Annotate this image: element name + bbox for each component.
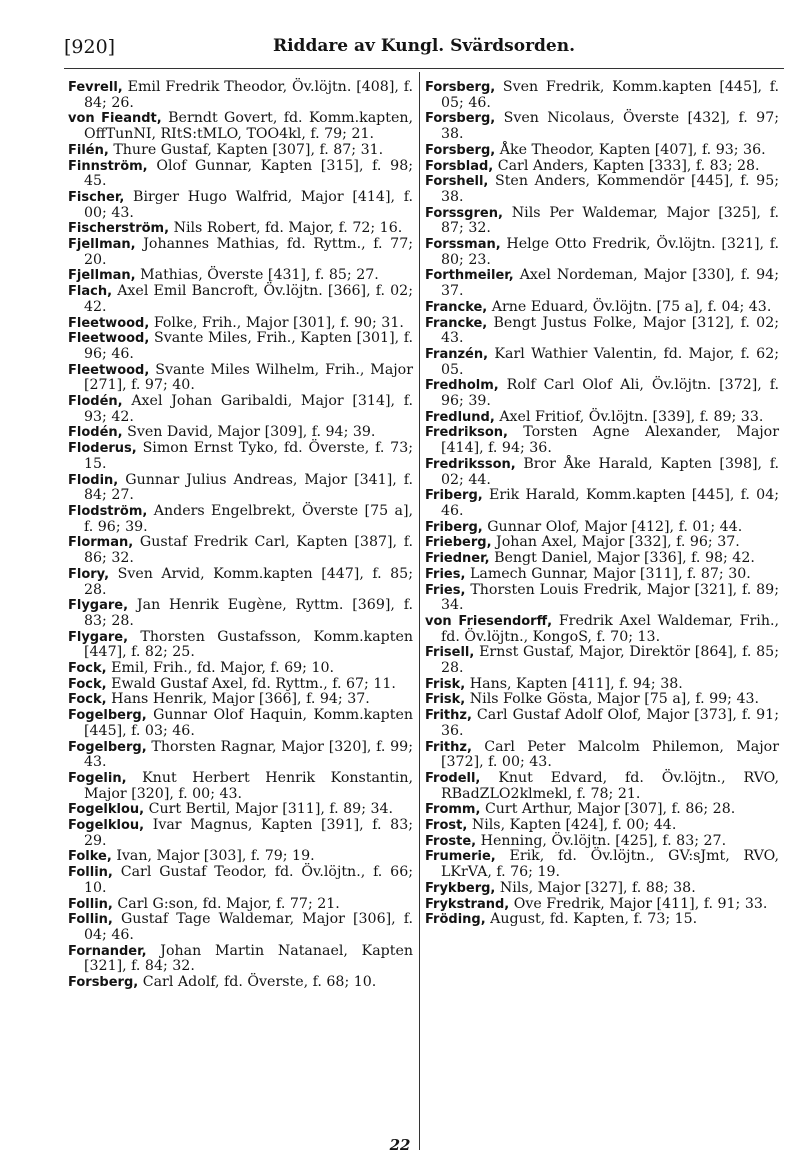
entry-details: Olof Gunnar, Kapten [315], f. 98; 45. bbox=[84, 157, 413, 190]
entry-surname: Friberg, bbox=[425, 519, 483, 535]
entry-details: Nils, Major [327], f. 88; 38. bbox=[499, 879, 696, 896]
register-entry bbox=[68, 692, 413, 708]
entry-details: Nils Per Waldemar, Major [325], f. 87; 32. bbox=[441, 204, 779, 237]
register-entry bbox=[68, 818, 413, 849]
register-entry bbox=[68, 975, 413, 991]
register-entry bbox=[425, 551, 779, 567]
entry-details: Gustaf Tage Waldemar, Major [306], f. 04; 46. bbox=[84, 911, 413, 943]
register-entry bbox=[68, 504, 413, 535]
entry-surname: Frost, bbox=[425, 818, 468, 834]
header-rule bbox=[64, 68, 784, 69]
entry-surname: Follin, bbox=[68, 865, 113, 881]
entry-surname: Flygare, bbox=[68, 629, 129, 645]
entry-surname: Forthmeiler, bbox=[425, 268, 514, 284]
entry-details: Carl Gustaf Teodor, fd. Öv.löjtn., f. 66; 10. bbox=[84, 864, 414, 896]
register-entry bbox=[425, 410, 779, 426]
register-entry bbox=[425, 174, 779, 205]
register-entry bbox=[425, 143, 779, 159]
entry-surname: Fischerström, bbox=[68, 221, 170, 237]
register-entry bbox=[425, 520, 779, 536]
register-entry bbox=[68, 849, 413, 865]
entry-details: Carl Peter Malcolm Philemon, Major [372], f. 00; 43. bbox=[441, 738, 779, 771]
entry-details: Carl Adolf, fd. Överste, f. 68; 10. bbox=[142, 974, 377, 991]
page-header bbox=[64, 36, 784, 66]
entry-surname: Follin, bbox=[68, 912, 113, 928]
entry-details: Fredrik Axel Waldemar, Frih., fd. Öv.löjtn., KongoS, f. 70; 13. bbox=[441, 612, 779, 645]
entry-details: Hans, Kapten [411], f. 94; 38. bbox=[469, 675, 683, 692]
register-entry bbox=[68, 708, 413, 739]
register-entry bbox=[68, 284, 413, 315]
entry-surname: Frumerie, bbox=[425, 849, 496, 865]
register-entry bbox=[68, 865, 413, 896]
entry-surname: Fevrell, bbox=[68, 80, 123, 95]
register-entry bbox=[425, 583, 779, 614]
entry-surname: Flodström, bbox=[68, 503, 148, 519]
column-divider bbox=[419, 72, 420, 1150]
entry-surname: Fredlund, bbox=[425, 409, 495, 425]
entry-details: Johan Martin Natanael, Kapten [321], f. 84; 32. bbox=[84, 942, 413, 975]
register-entry bbox=[425, 849, 779, 880]
entry-details: Erik Harald, Komm.kapten [445], f. 04; 46. bbox=[441, 487, 779, 519]
entry-surname: Fornander, bbox=[68, 943, 147, 959]
entry-surname: Frisk, bbox=[425, 692, 466, 708]
register-entry bbox=[425, 912, 779, 928]
entry-details: Axel Johan Garibaldi, Major [314], f. 93; 42. bbox=[84, 393, 413, 425]
entry-surname: Franzén, bbox=[425, 346, 489, 362]
entry-surname: Finnström, bbox=[68, 158, 148, 174]
entry-surname: Forshell, bbox=[425, 174, 489, 190]
register-entry bbox=[68, 316, 413, 332]
entry-details: Lamech Gunnar, Major [311], f. 87; 30. bbox=[469, 565, 751, 582]
entry-details: Gustaf Fredrik Carl, Kapten [387], f. 86; 32. bbox=[84, 534, 413, 567]
entry-details: Nils Folke Gösta, Major [75 a], f. 99; 43. bbox=[469, 691, 760, 708]
entry-details: Carl Gustaf Adolf Olof, Major [373], f. 91; 36. bbox=[441, 707, 779, 739]
register-entry bbox=[425, 740, 779, 771]
register-entry bbox=[68, 598, 413, 629]
register-entry bbox=[425, 316, 779, 347]
entry-surname: Flodin, bbox=[68, 472, 119, 488]
register-entry bbox=[425, 692, 779, 708]
left-column bbox=[68, 80, 413, 991]
entry-details: Jan Henrik Eugène, Ryttm. [369], f. 83; 28. bbox=[84, 597, 413, 629]
entry-surname: Fredrikson, bbox=[425, 425, 508, 441]
entry-surname: Forsberg, bbox=[425, 80, 496, 95]
register-entry bbox=[425, 881, 779, 897]
running-title: Riddare av Kungl. Svärdsorden. bbox=[272, 36, 576, 56]
entry-surname: Fredholm, bbox=[425, 378, 499, 394]
entry-surname: Fock, bbox=[68, 692, 107, 708]
register-entry bbox=[68, 190, 413, 221]
entry-details: Erik, fd. Öv.löjtn., GV:sJmt, RVO, LKrVA, f. 76; 19. bbox=[441, 848, 779, 881]
register-entry bbox=[425, 347, 779, 378]
entry-surname: Flodén, bbox=[68, 394, 123, 410]
register-entry bbox=[68, 630, 413, 661]
entry-details: Carl Anders, Kapten [333], f. 83; 28. bbox=[497, 157, 760, 174]
entry-surname: Fogelberg, bbox=[68, 708, 147, 724]
register-entry bbox=[68, 425, 413, 441]
entry-surname: Fleetwood, bbox=[68, 315, 150, 331]
register-entry bbox=[68, 394, 413, 425]
register-entry bbox=[425, 237, 779, 268]
entry-details: Folke, Frih., Major [301], f. 90; 31. bbox=[153, 314, 404, 331]
entry-details: Anders Engelbrekt, Överste [75 a], f. 96; 39. bbox=[84, 502, 413, 535]
entry-details: Birger Hugo Walfrid, Major [414], f. 00; 43. bbox=[84, 188, 413, 221]
entry-surname: Frodell, bbox=[425, 770, 481, 786]
register-entry bbox=[425, 802, 779, 818]
entry-details: Ove Fredrik, Major [411], f. 91; 33. bbox=[513, 895, 768, 912]
register-entry bbox=[68, 159, 413, 190]
register-entry bbox=[425, 268, 779, 299]
entry-surname: Fock, bbox=[68, 676, 107, 692]
register-entry bbox=[425, 159, 779, 175]
register-entry bbox=[68, 363, 413, 394]
register-entry bbox=[68, 111, 413, 142]
register-entry bbox=[425, 378, 779, 409]
register-entry bbox=[425, 614, 779, 645]
entry-surname: Fock, bbox=[68, 661, 107, 677]
register-entry bbox=[68, 771, 413, 802]
entry-surname: Florman, bbox=[68, 535, 134, 551]
entry-details: Thorsten Gustafsson, Komm.kapten [447], f. 82; 25. bbox=[84, 628, 413, 661]
entry-surname: Friberg, bbox=[425, 488, 483, 504]
entry-details: Nils Robert, fd. Major, f. 72; 16. bbox=[173, 220, 403, 237]
entry-details: Knut Herbert Henrik Konstantin, Major [320], f. 00; 43. bbox=[84, 769, 413, 802]
entry-surname: Francke, bbox=[425, 315, 488, 331]
entry-details: Nils, Kapten [424], f. 00; 44. bbox=[471, 817, 677, 834]
entry-details: Emil, Frih., fd. Major, f. 69; 10. bbox=[111, 660, 335, 677]
entry-details: Thorsten Louis Fredrik, Major [321], f. 89; 34. bbox=[441, 581, 779, 614]
entry-details: Sven Fredrik, Komm.kapten [445], f. 05; 46. bbox=[441, 79, 779, 111]
register-entry bbox=[425, 206, 779, 237]
entry-surname: Froste, bbox=[425, 833, 477, 849]
entry-details: Thorsten Ragnar, Major [320], f. 99; 43. bbox=[84, 738, 413, 771]
entry-details: Sven David, Major [309], f. 94; 39. bbox=[127, 424, 376, 441]
register-entry bbox=[425, 300, 779, 316]
entry-details: Johannes Mathias, fd. Ryttm., f. 77; 20. bbox=[84, 236, 413, 268]
entry-details: August, fd. Kapten, f. 73; 15. bbox=[490, 911, 698, 928]
entry-details: Axel Fritiof, Öv.löjtn. [339], f. 89; 33. bbox=[499, 408, 764, 425]
register-entry bbox=[425, 645, 779, 676]
entry-details: Helge Otto Fredrik, Öv.löjtn. [321], f. 80; 23. bbox=[441, 236, 779, 268]
entry-details: Rolf Carl Olof Ali, Öv.löjtn. [372], f. 96; 39. bbox=[441, 377, 779, 410]
entry-details: Arne Eduard, Öv.löjtn. [75 a], f. 04; 43. bbox=[491, 298, 772, 315]
entry-surname: Fleetwood, bbox=[68, 331, 150, 347]
entry-surname: Fjellman, bbox=[68, 268, 136, 284]
entry-surname: Francke, bbox=[425, 299, 488, 315]
entry-details: Ewald Gustaf Axel, fd. Ryttm., f. 67; 11. bbox=[111, 675, 396, 692]
entry-surname: Flach, bbox=[68, 284, 113, 300]
entry-details: Torsten Agne Alexander, Major [414], f. 94; 36. bbox=[441, 424, 779, 457]
entry-surname: Frithz, bbox=[425, 708, 472, 724]
entry-surname: von Friesendorff, bbox=[425, 613, 553, 629]
entry-details: Axel Emil Bancroft, Öv.löjtn. [366], f. 02; 42. bbox=[84, 283, 413, 315]
entry-surname: Frykberg, bbox=[425, 880, 496, 896]
register-entry bbox=[425, 567, 779, 583]
entry-surname: Frisell, bbox=[425, 645, 475, 661]
page-footer-number: 22 bbox=[389, 1136, 411, 1154]
entry-details: Henning, Öv.löjtn. [425], f. 83; 27. bbox=[480, 832, 727, 849]
entry-surname: Forsberg, bbox=[425, 142, 496, 158]
register-entry bbox=[68, 677, 413, 693]
right-column bbox=[425, 80, 779, 928]
register-entry bbox=[68, 740, 413, 771]
entry-surname: Fogelin, bbox=[68, 770, 127, 786]
entry-surname: Frisk, bbox=[425, 676, 466, 692]
entry-details: Curt Arthur, Major [307], f. 86; 28. bbox=[484, 801, 736, 818]
entry-surname: Frieberg, bbox=[425, 535, 492, 551]
entry-surname: Folke, bbox=[68, 849, 112, 865]
entry-details: Ivan, Major [303], f. 79; 19. bbox=[116, 848, 315, 865]
register-entry bbox=[68, 944, 413, 975]
entry-surname: Follin, bbox=[68, 896, 113, 912]
entry-surname: Floderus, bbox=[68, 441, 137, 457]
entry-surname: Flygare, bbox=[68, 598, 129, 614]
register-entry bbox=[425, 677, 779, 693]
entry-details: Bengt Justus Folke, Major [312], f. 02; 43. bbox=[441, 314, 779, 347]
entry-details: Berndt Govert, fd. Komm.kapten, OffTunNI, RItS:tMLO, TOO4kl, f. 79; 21. bbox=[84, 110, 414, 143]
entry-details: Gunnar Olof Haquin, Komm.kapten [445], f. 03; 46. bbox=[84, 707, 413, 739]
entry-details: Sven Arvid, Komm.kapten [447], f. 85; 28. bbox=[84, 565, 413, 598]
register-entry bbox=[68, 331, 413, 362]
entry-surname: Fogelklou, bbox=[68, 802, 145, 818]
entry-surname: Fromm, bbox=[425, 802, 481, 818]
entry-details: Hans Henrik, Major [366], f. 94; 37. bbox=[111, 691, 370, 708]
entry-details: Simon Ernst Tyko, fd. Överste, f. 73; 15. bbox=[84, 440, 413, 472]
entry-surname: Forssman, bbox=[425, 237, 501, 253]
register-entry bbox=[68, 567, 413, 598]
entry-surname: Fischer, bbox=[68, 189, 125, 205]
entry-details: Bror Åke Harald, Kapten [398], f. 02; 44. bbox=[441, 455, 779, 488]
entry-details: Gunnar Julius Andreas, Major [341], f. 84; 27. bbox=[84, 471, 413, 504]
register-entry bbox=[425, 111, 779, 142]
entry-details: Svante Miles Wilhelm, Frih., Major [271], f. 97; 40. bbox=[84, 361, 413, 394]
register-entry bbox=[425, 535, 779, 551]
register-entry bbox=[425, 425, 779, 456]
entry-details: Mathias, Överste [431], f. 85; 27. bbox=[140, 267, 379, 284]
entry-surname: Fredriksson, bbox=[425, 456, 516, 472]
register-entry bbox=[68, 80, 413, 111]
entry-surname: Frithz, bbox=[425, 739, 472, 755]
entry-surname: Fröding, bbox=[425, 912, 486, 928]
register-entry bbox=[68, 897, 413, 913]
entry-surname: Filén, bbox=[68, 142, 109, 158]
entry-details: Svante Miles, Frih., Kapten [301], f. 96; 46. bbox=[84, 330, 414, 362]
register-entry bbox=[68, 237, 413, 268]
entry-surname: Fjellman, bbox=[68, 237, 136, 253]
entry-details: Sten Anders, Kommendör [445], f. 95; 38. bbox=[441, 173, 779, 205]
entry-surname: Fleetwood, bbox=[68, 362, 150, 378]
entry-surname: Flory, bbox=[68, 566, 110, 582]
register-entry bbox=[68, 473, 413, 504]
entry-surname: Forsblad, bbox=[425, 158, 494, 174]
register-entry bbox=[68, 143, 413, 159]
register-entry bbox=[68, 268, 413, 284]
register-entry bbox=[68, 912, 413, 943]
entry-details: Gunnar Olof, Major [412], f. 01; 44. bbox=[487, 518, 743, 535]
entry-surname: Fogelklou, bbox=[68, 818, 145, 834]
entry-surname: Forsberg, bbox=[68, 975, 139, 991]
register-entry bbox=[68, 221, 413, 237]
entry-details: Karl Wathier Valentin, fd. Major, f. 62; 05. bbox=[441, 345, 779, 378]
entry-surname: Frykstrand, bbox=[425, 896, 510, 912]
entry-details: Sven Nicolaus, Överste [432], f. 97; 38. bbox=[441, 110, 779, 143]
entry-surname: Forsberg, bbox=[425, 111, 496, 127]
entry-details: Ernst Gustaf, Major, Direktör [864], f. 85; 28. bbox=[441, 644, 779, 677]
register-entry bbox=[425, 80, 779, 111]
entry-details: Knut Edvard, fd. Öv.löjtn., RVO, RBadZLO2klmekl, f. 78; 21. bbox=[441, 769, 779, 802]
entry-surname: Flodén, bbox=[68, 425, 123, 441]
register-entry bbox=[425, 708, 779, 739]
entry-details: Axel Nordeman, Major [330], f. 94; 37. bbox=[441, 267, 779, 300]
register-entry bbox=[425, 818, 779, 834]
entry-surname: Fogelberg, bbox=[68, 739, 147, 755]
register-entry bbox=[68, 535, 413, 566]
entry-details: Åke Theodor, Kapten [407], f. 93; 36. bbox=[499, 141, 766, 158]
register-entry bbox=[425, 771, 779, 802]
entry-surname: Forssgren, bbox=[425, 205, 503, 221]
entry-surname: Fries, bbox=[425, 566, 466, 582]
entry-details: Johan Axel, Major [332], f. 96; 37. bbox=[496, 534, 740, 551]
entry-surname: Friedner, bbox=[425, 551, 490, 567]
entry-surname: Fries, bbox=[425, 582, 466, 598]
register-entry bbox=[425, 897, 779, 913]
register-entry bbox=[68, 802, 413, 818]
page-number: [920] bbox=[64, 36, 116, 58]
register-entry bbox=[68, 441, 413, 472]
entry-details: Carl G:son, fd. Major, f. 77; 21. bbox=[117, 895, 340, 912]
entry-details: Emil Fredrik Theodor, Öv.löjtn. [408], f. 84; 26. bbox=[84, 79, 413, 111]
register-entry bbox=[425, 457, 779, 488]
entry-details: Bengt Daniel, Major [336], f. 98; 42. bbox=[494, 550, 755, 567]
entry-details: Thure Gustaf, Kapten [307], f. 87; 31. bbox=[113, 141, 384, 158]
register-entry bbox=[68, 661, 413, 677]
entry-details: Ivar Magnus, Kapten [391], f. 83; 29. bbox=[84, 817, 413, 849]
entry-surname: von Fieandt, bbox=[68, 111, 162, 127]
entry-details: Curt Bertil, Major [311], f. 89; 34. bbox=[148, 801, 394, 818]
register-entry bbox=[425, 488, 779, 519]
